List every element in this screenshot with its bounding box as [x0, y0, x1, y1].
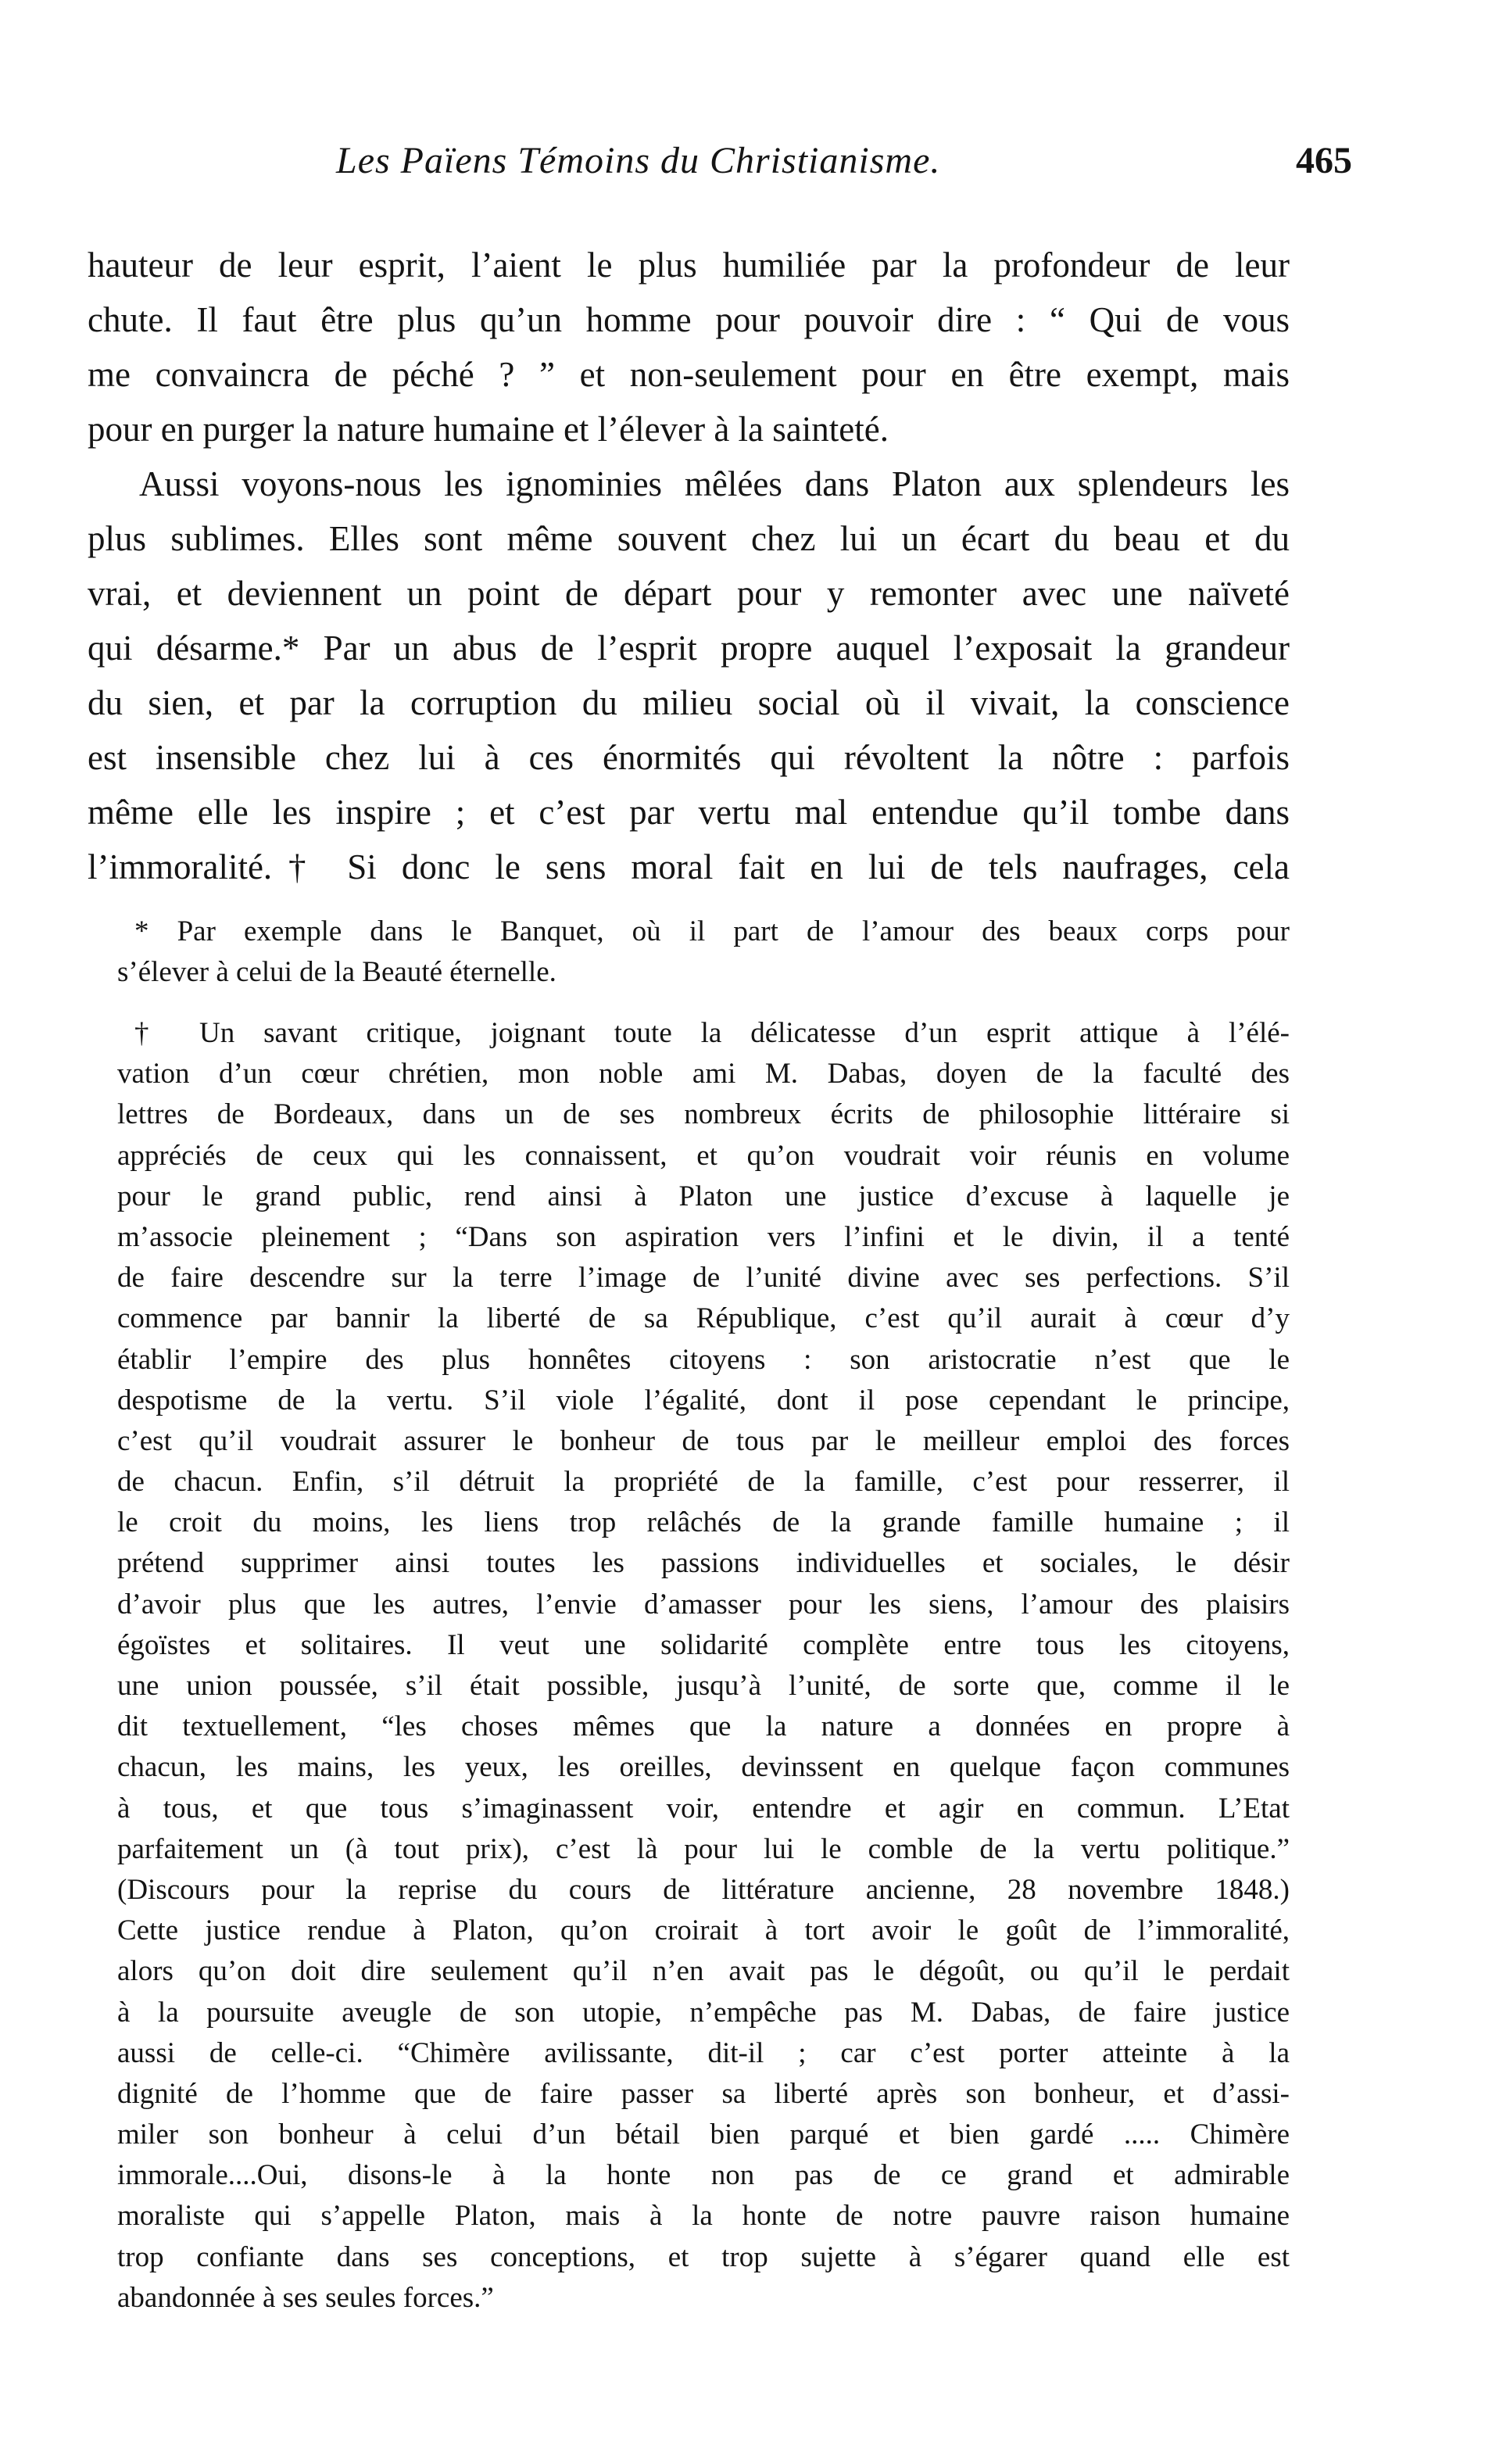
footnote-line: despotisme de la vertu. S’il viole l’égalité, dont il pose cependant le principe, — [117, 1384, 1290, 1416]
footnote-line: miler son bonheur à celui d’un bétail bien parqué et bien gardé ..... Chimère — [117, 2118, 1290, 2151]
footnote-dagger — [117, 1013, 1290, 2319]
footnote-line: commence par bannir la liberté de sa République, c’est qu’il aurait à cœur d’y — [117, 1302, 1290, 1335]
footnote-line: d’avoir plus que les autres, l’envie d’amasser pour les siens, l’amour des plaisirs — [117, 1588, 1290, 1621]
body-line: hauteur de leur esprit, l’aient le plus humiliée par la profondeur de leur — [88, 245, 1290, 285]
footnote-line: parfaitement un (à tout prix), c’est là pour lui le comble de la vertu politique.” — [117, 1832, 1290, 1865]
body-line: chute. Il faut être plus qu’un homme pour pouvoir dire : “ Qui de vous — [88, 300, 1290, 339]
footnote-line: une union poussée, s’il était possible, jusqu’à l’unité, de sorte que, comme il le — [117, 1670, 1290, 1702]
footnote-line: immorale....Oui, disons-le à la honte non pas de ce grand et admirable — [117, 2159, 1290, 2192]
footnote-line: c’est qu’il voudrait assurer le bonheur de tous par le meilleur emploi des forces — [117, 1424, 1290, 1457]
footnote-line: chacun, les mains, les yeux, les oreilles, devinssent en quelque façon communes — [117, 1751, 1290, 1784]
footnote-line: s’élever à celui de la Beauté éternelle. — [117, 956, 556, 989]
footnote-line: trop confiante dans ses conceptions, et trop sujette à s’égarer quand elle est — [117, 2240, 1290, 2273]
footnote-line: † Un savant critique, joignant toute la délicatesse d’un esprit attique à l’élé- — [134, 1017, 1290, 1049]
footnote-line: lettres de Bordeaux, dans un de ses nombreux écrits de philosophie littéraire si — [117, 1098, 1290, 1131]
body-line: vrai, et deviennent un point de départ pour y remonter avec une naïveté — [88, 574, 1290, 613]
footnote-line: le croit du moins, les liens trop relâchés de la grande famille humaine ; il — [117, 1506, 1290, 1539]
footnote-line: de chacun. Enfin, s’il détruit la propriété de la famille, c’est pour resserrer, il — [117, 1466, 1290, 1499]
footnote-line: dignité de l’homme que de faire passer sa liberté après son bonheur, et d’assi- — [117, 2077, 1290, 2110]
footnote-line: moraliste qui s’appelle Platon, mais à la honte de notre pauvre raison humaine — [117, 2200, 1290, 2233]
footnote-line: dit textuellement, “les choses mêmes que la nature a données en propre à — [117, 1710, 1290, 1743]
body-line: qui désarme.* Par un abus de l’esprit propre auquel l’exposait la grandeur — [88, 629, 1290, 668]
page-header — [336, 139, 1352, 194]
footnote-line: * Par exemple dans le Banquet, où il part de l’amour des beaux corps pour — [134, 915, 1290, 947]
footnote-line: à la poursuite aveugle de son utopie, n’empêche pas M. Dabas, de faire justice — [117, 1996, 1290, 2029]
body-line: l’immoralité.† Si donc le sens moral fait en lui de tels naufrages, cela — [88, 847, 1290, 886]
footnote-asterisk — [117, 911, 1290, 993]
running-title: Les Païens Témoins du Christianisme. — [336, 140, 941, 181]
footnote-line: appréciés de ceux qui les connaissent, et qu’on voudrait voir réunis en volume — [117, 1139, 1290, 1172]
footnote-line: établir l’empire des plus honnêtes citoyens : son aristocratie n’est que le — [117, 1343, 1290, 1376]
body-line: même elle les inspire ; et c’est par vertu mal entendue qu’il tombe dans — [88, 793, 1290, 832]
body-line: du sien, et par la corruption du milieu social où il vivait, la conscience — [88, 683, 1290, 722]
body-line: plus sublimes. Elles sont même souvent chez lui un écart du beau et du — [88, 519, 1290, 558]
body-line: Aussi voyons-nous les ignominies mêlées dans Platon aux splendeurs les — [139, 464, 1290, 503]
footnote-line: Cette justice rendue à Platon, qu’on croirait à tort avoir le goût de l’immoralité, — [117, 1914, 1290, 1947]
footnote-line: égoïstes et solitaires. Il veut une solidarité complète entre tous les citoyens, — [117, 1628, 1290, 1661]
footnote-line: de faire descendre sur la terre l’image de l’unité divine avec ses perfections. S’il — [117, 1262, 1290, 1295]
footnote-line: (Discours pour la reprise du cours de littérature ancienne, 28 novembre 1848.) — [117, 1873, 1290, 1906]
footnote-line: alors qu’on doit dire seulement qu’il n’en avait pas le dégoût, ou qu’il le perdait — [117, 1955, 1290, 1988]
footnote-line: pour le grand public, rend ainsi à Platon une justice d’excuse à laquelle je — [117, 1180, 1290, 1212]
footnote-line: à tous, et que tous s’imaginassent voir, entendre et agir en commun. L’Etat — [117, 1792, 1290, 1825]
footnote-line: prétend supprimer ainsi toutes les passions individuelles et sociales, le désir — [117, 1547, 1290, 1580]
body-line: me convaincra de péché ? ” et non-seulement pour en être exempt, mais — [88, 355, 1290, 394]
footnote-line: abandonnée à ses seules forces.” — [117, 2281, 494, 2314]
footnote-line: vation d’un cœur chrétien, mon noble ami M. Dabas, doyen de la faculté des — [117, 1058, 1290, 1091]
footnote-line: aussi de celle-ci. “Chimère avilissante, dit-il ; car c’est porter atteinte à la — [117, 2036, 1290, 2069]
body-line: pour en purger la nature humaine et l’élever à la sainteté. — [88, 410, 889, 449]
body-line: est insensible chez lui à ces énormités qui révoltent la nôtre : parfois — [88, 738, 1290, 777]
page-number: 465 — [1296, 140, 1352, 181]
body-text — [88, 238, 1290, 894]
footnote-line: m’associe pleinement ; “Dans son aspiration vers l’infini et le divin, il a tenté — [117, 1220, 1290, 1253]
